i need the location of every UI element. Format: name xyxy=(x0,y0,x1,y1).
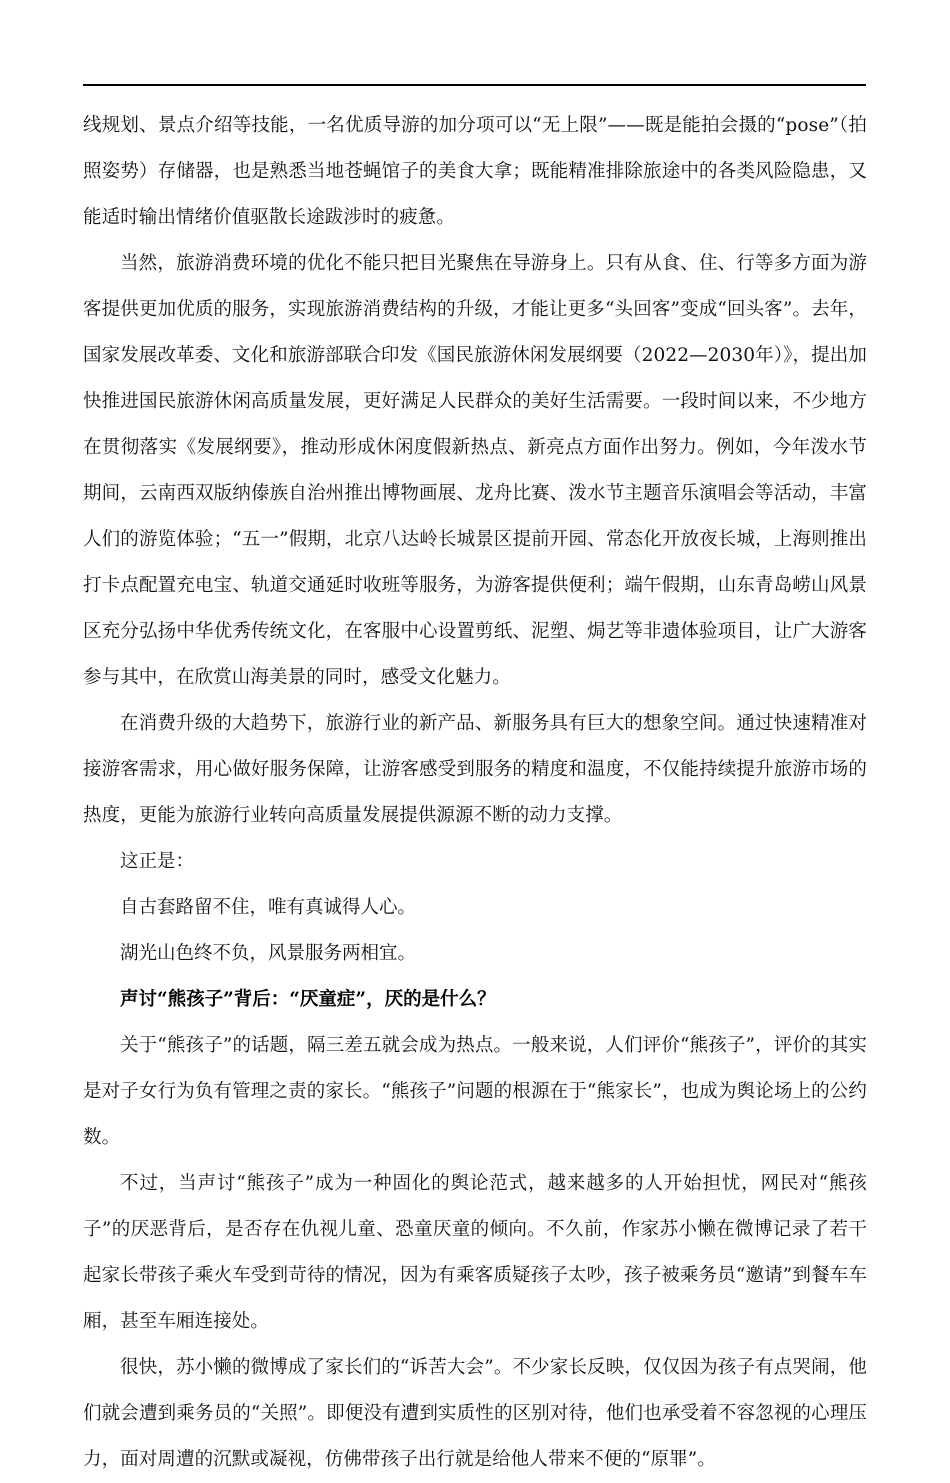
header-rule-divider xyxy=(83,84,866,86)
paragraph-tourism-consumption: 当然，旅游消费环境的优化不能只把目光聚焦在导游身上。只有从食、住、行等多方面为游客提供更加优质的服务，实现旅游消费结构的升级，才能让更多“头回客”变成“回头客”。去年，国家发展改革委、文化和旅游部联合印发《国民旅游休闲发展纲要（2022—2030年）》，提出加快推进国民旅游休闲高质量发展，更好满足人民群众的美好生活需要。一段时间以来，不少地方在贯彻落实《发展纲要》，推动形成休闲度假新热点、新亮点方面作出努力。例如，今年泼水节期间，云南西双版纳傣族自治州推出博物画展、龙舟比赛、泼水节主题音乐演唱会等活动，丰富人们的游览体验；“五一”假期，北京八达岭长城景区提前开园、常态化开放夜长城，上海则推出打卡点配置充电宝、轨道交通延时收班等服务，为游客提供便利；端午假期，山东青岛崂山风景区充分弘扬中华优秀传统文化，在客服中心设置剪纸、泥塑、焗艺等非遗体验项目，让广大游客参与其中，在欣赏山海美景的同时，感受文化魅力。 xyxy=(83,253,867,688)
paragraph-continuation: 线规划、景点介绍等技能，一名优质导游的加分项可以“无上限”——既是能拍会摄的“pose”（拍照姿势）存储器，也是熟悉当地苍蝇馆子的美食大拿；既能精准排除旅途中的各类风险隐患，又能适时输出情绪价值驱散长途跋涉时的疲惫。 xyxy=(83,115,867,228)
line-couplet-second: 湖光山色终不负，风景服务两相宜。 xyxy=(120,943,417,964)
section-heading-xiongzi: 声讨“熊孩子”背后：“厌童症”，厌的是什么？ xyxy=(120,989,496,1010)
line-this-is: 这正是： xyxy=(120,851,195,872)
paragraph-consumption-upgrade: 在消费升级的大趋势下，旅游行业的新产品、新服务具有巨大的想象空间。通过快速精准对接游客需求，用心做好服务保障，让游客感受到服务的精度和温度，不仅能持续提升旅游市场的热度，更能为旅游行业转向高质量发展提供源源不断的动力支撑。 xyxy=(83,713,867,826)
paragraph-xiongzi-criticism: 不过，当声讨“熊孩子”成为一种固化的舆论范式，越来越多的人开始担忧，网民对“熊孩子”的厌恶背后，是否存在仇视儿童、恐童厌童的倾向。不久前，作家苏小懒在微博记录了若干起家长带孩子乘火车受到苛待的情况，因为有乘客质疑孩子太吵，孩子被乘务员“邀请”到餐车车厢，甚至车厢连接处。 xyxy=(83,1173,867,1332)
line-couplet-first: 自古套路留不住，唯有真诚得人心。 xyxy=(120,897,417,918)
paragraph-xiongzi-topic: 关于“熊孩子”的话题，隔三差五就会成为热点。一般来说，人们评价“熊孩子”，评价的其实是对子女行为负有管理之责的家长。“熊孩子”问题的根源在于“熊家长”，也成为舆论场上的公约数。 xyxy=(83,1035,867,1148)
paragraph-parents-complaints: 很快，苏小懒的微博成了家长们的“诉苦大会”。不少家长反映，仅仅因为孩子有点哭闹，他们就会遭到乘务员的“关照”。即便没有遭到实质性的区别对待，他们也承受着不容忽视的心理压力，面对周遭的沉默或凝视，仿佛带孩子出行就是给他人带来不便的“原罪”。 xyxy=(83,1357,867,1470)
document-body xyxy=(83,103,867,1483)
